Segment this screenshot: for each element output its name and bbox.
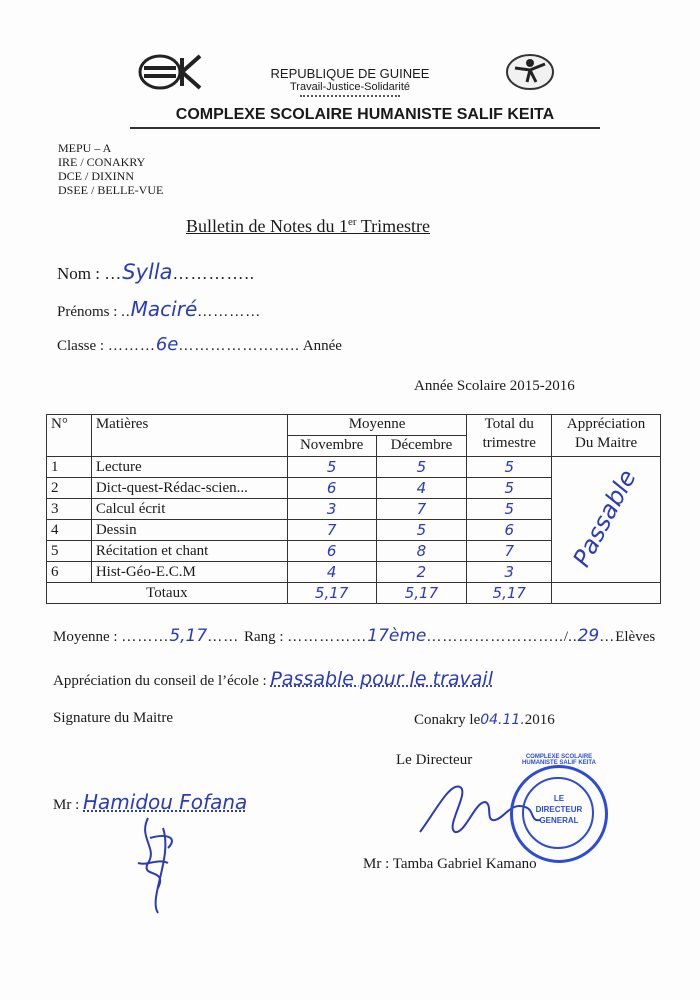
maitre-signature-icon: [128, 808, 198, 918]
motto-divider: [300, 95, 400, 97]
header-appreciation: Appréciation Du Maitre: [552, 415, 661, 457]
bulletin-title: Bulletin de Notes du 1er Trimestre: [186, 216, 431, 236]
table-row: 3 Calcul écrit 3 7 5: [47, 499, 661, 520]
prenoms-line: Prénoms : ..Maciré…………: [57, 297, 262, 321]
official-stamp: COMPLEXE SCOLAIRE HUMANISTE SALIF KEITA LE DIRECTEUR GENERAL: [510, 765, 608, 863]
maitre-name: Hamidou Fofana: [83, 790, 248, 814]
nom-line: Nom : …Sylla…………..: [57, 260, 256, 284]
header-matieres: Matières: [91, 415, 287, 457]
figure-emblem-icon: [505, 52, 555, 92]
maitre-line: Mr : Hamidou Fofana: [53, 790, 248, 814]
table-row: 2 Dict-quest-Rédac-scien... 6 4 5: [47, 478, 661, 499]
totaux-decembre: 5,17: [376, 583, 467, 604]
header-rule: [130, 127, 600, 129]
header-no: N°: [47, 415, 92, 457]
grades-table: [46, 414, 661, 604]
date-line: Conakry le04.11.2016: [414, 712, 555, 728]
directeur-name: Mr : Tamba Gabriel Kamano: [363, 856, 537, 872]
totaux-row: [47, 583, 661, 604]
school-logo-right: [505, 52, 555, 92]
admin-line: MEPU – A: [58, 141, 112, 155]
annee-scolaire: Année Scolaire 2015-2016: [414, 378, 575, 394]
totaux-novembre: 5,17: [287, 583, 376, 604]
nom-value: Sylla: [122, 260, 173, 284]
prenoms-value: Maciré: [130, 297, 198, 321]
totaux-total: 5,17: [467, 583, 552, 604]
school-name: COMPLEXE SCOLAIRE HUMANISTE SALIF KEITA: [175, 106, 555, 123]
admin-line: DCE / DIXINN: [58, 169, 134, 183]
header-total: Total du trimestre: [467, 415, 552, 457]
conseil-value: Passable pour le travail: [270, 668, 493, 690]
stamp-ring-text: COMPLEXE SCOLAIRE HUMANISTE SALIF KEITA: [522, 754, 596, 766]
eleves-value: 29: [577, 626, 600, 646]
admin-block: [58, 141, 163, 197]
appreciation-cell: [552, 457, 661, 583]
classe-value: 6e: [155, 334, 179, 355]
country-name: REPUBLIQUE DE GUINEE: [270, 66, 430, 81]
header-decembre: Décembre: [376, 436, 467, 457]
header-novembre: Novembre: [287, 436, 376, 457]
header-moyenne: Moyenne: [287, 415, 467, 436]
national-motto: Travail-Justice-Solidarité: [289, 81, 411, 93]
rang-value: 17ème: [367, 626, 427, 646]
moyenne-value: 5,17: [169, 626, 208, 646]
table-row: 4 Dessin 7 5 6: [47, 520, 661, 541]
cssk-logo-icon: [138, 52, 206, 92]
table-row: 1 Lecture 5 5 5 Passable: [47, 457, 661, 478]
appreciation-value: Passable: [567, 465, 642, 572]
directeur-label: Le Directeur: [396, 752, 473, 768]
moyenne-line: Moyenne : ………5,17…… Rang : ……………17ème……………………../..29…Elèves: [53, 626, 656, 646]
admin-line: DSEE / BELLE-VUE: [58, 183, 164, 197]
signature-maitre-label: Signature du Maitre: [53, 710, 173, 726]
conseil-line: Appréciation du conseil de l’école : Passable pour le travail: [53, 668, 493, 690]
table-row: 5 Récitation et chant 6 8 7: [47, 541, 661, 562]
table-row: 6 Hist-Géo-E.C.M 4 2 3: [47, 562, 661, 583]
date-value: 04.11.: [480, 712, 525, 728]
admin-line: IRE / CONAKRY: [58, 155, 146, 169]
classe-line: Classe : ………6e………………….. Année: [57, 334, 342, 355]
school-logo-left: [138, 52, 206, 92]
totaux-label: Totaux: [47, 583, 288, 604]
